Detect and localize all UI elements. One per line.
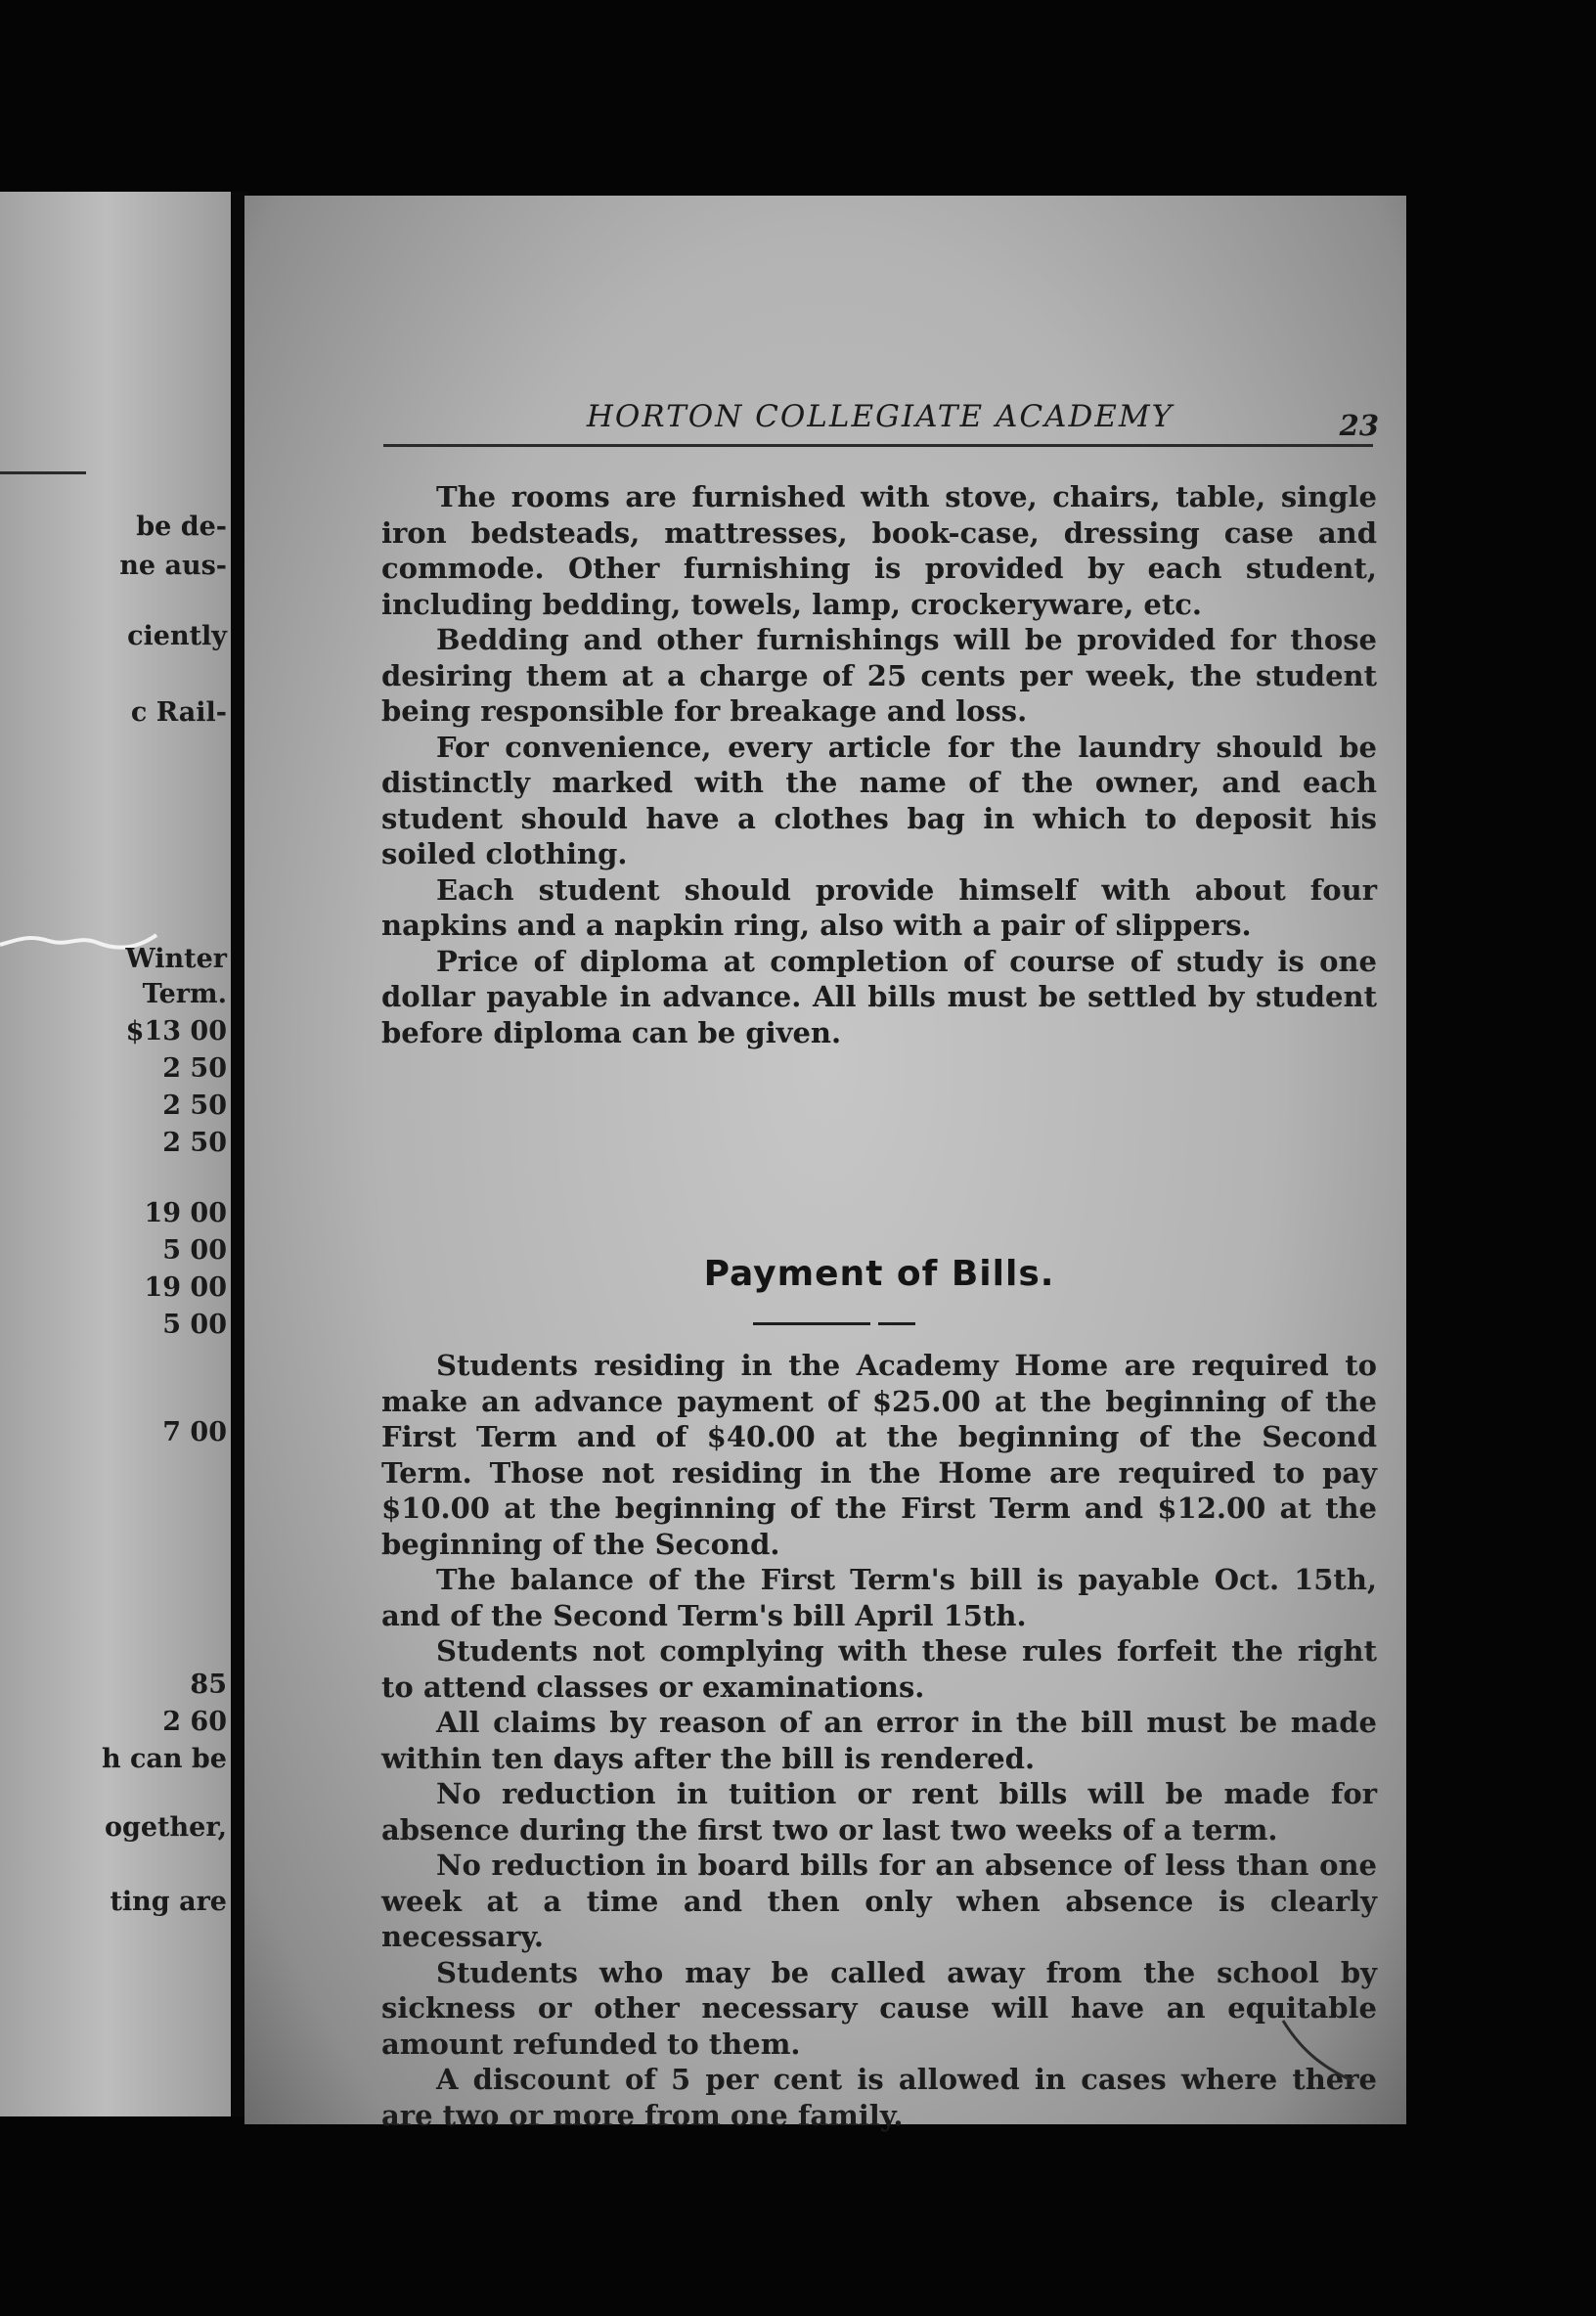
page-number: 23 xyxy=(1339,409,1379,442)
section-heading: Payment of Bills. xyxy=(703,1254,1055,1294)
left-table-value: 2 50 xyxy=(162,1128,227,1158)
left-table-value: 85 xyxy=(190,1670,227,1700)
left-fragment-line: ne aus- xyxy=(119,551,227,581)
paragraph: Each student should provide himself with about four napkins and a napkin ring, also with a pair of slippers. xyxy=(381,872,1377,942)
left-table-value: $13 00 xyxy=(125,1016,227,1047)
left-fragment-line: ogether, xyxy=(104,1812,227,1843)
left-fragment-line: h can be xyxy=(101,1744,227,1774)
paragraph: A discount of 5 per cent is allowed in cases where there are two or more from one family. xyxy=(381,2063,1377,2132)
heading-rule xyxy=(753,1322,870,1325)
paragraph: Bedding and other furnishings will be provided for those desiring them at a charge of 25 cents per week, the student being responsible for breakage and loss. xyxy=(381,623,1377,728)
paragraph: Students residing in the Academy Home are required to make an advance payment of $25.00 at the beginning of the First Term and of $40.00 at the beginning of the Second Term. Those not residing in the Home are required to pay $10.00 at the beginning of the First Term and $12.00 at the beginning of the Second. xyxy=(381,1349,1377,1561)
left-table-value: 19 00 xyxy=(144,1198,227,1228)
furnishings-section xyxy=(381,479,1377,1050)
left-table-value: 2 50 xyxy=(162,1053,227,1084)
paragraph: No reduction in board bills for an absence of less than one week at a time and then only when absence is clearly necessary. xyxy=(381,1848,1377,1953)
running-head-rule xyxy=(383,444,1373,447)
left-table-value: 2 60 xyxy=(162,1707,227,1737)
paragraph: Students not complying with these rules forfeit the right to attend classes or examinations. xyxy=(381,1634,1377,1704)
heading-rule xyxy=(878,1322,915,1325)
payment-section xyxy=(381,1348,1377,2133)
paragraph: No reduction in tuition or rent bills will be made for absence during the first two or last two weeks of a term. xyxy=(381,1777,1377,1847)
paragraph: The balance of the First Term's bill is payable Oct. 15th, and of the Second Term's bill April 15th. xyxy=(381,1563,1377,1632)
left-page-rule xyxy=(0,471,86,474)
left-fragment-line: c Rail- xyxy=(130,697,227,728)
paragraph: All claims by reason of an error in the bill must be made within ten days after the bill is rendered. xyxy=(381,1706,1377,1775)
left-fragment-line: Winter xyxy=(125,944,227,974)
page-23 xyxy=(244,196,1406,2132)
left-fragment-line: ciently xyxy=(127,621,227,651)
left-fragment-line: Term. xyxy=(142,979,227,1009)
paragraph: Students who may be called away from the school by sickness or other necessary cause will have an equitable amount refunded to them. xyxy=(381,1955,1377,2061)
left-fragment-line: be de- xyxy=(136,512,227,542)
left-page-fragment xyxy=(0,192,237,2116)
left-table-value: 5 00 xyxy=(162,1310,227,1340)
left-table-value: 7 00 xyxy=(162,1417,227,1448)
running-head-title: HORTON COLLEGIATE ACADEMY xyxy=(586,399,1175,434)
left-fragment-line: ting are xyxy=(110,1887,227,1917)
paragraph: Price of diploma at completion of course of study is one dollar payable in advance. All bills must be settled by student before diploma can be given. xyxy=(381,944,1377,1049)
page-corner-crease xyxy=(1279,2017,1357,2085)
left-table-value: 19 00 xyxy=(144,1272,227,1303)
paragraph: For convenience, every article for the laundry should be distinctly marked with the name of the owner, and each student should have a clothes bag in which to deposit his soiled clothing. xyxy=(381,730,1377,870)
paragraph: The rooms are furnished with stove, chairs, table, single iron bedsteads, mattresses, book-case, dressing case and commode. Other furnishing is provided by each student, including bedding, towels, lamp, crockeryware, etc. xyxy=(381,480,1377,621)
left-table-value: 5 00 xyxy=(162,1235,227,1266)
running-head xyxy=(381,399,1379,446)
left-table-value: 2 50 xyxy=(162,1091,227,1121)
